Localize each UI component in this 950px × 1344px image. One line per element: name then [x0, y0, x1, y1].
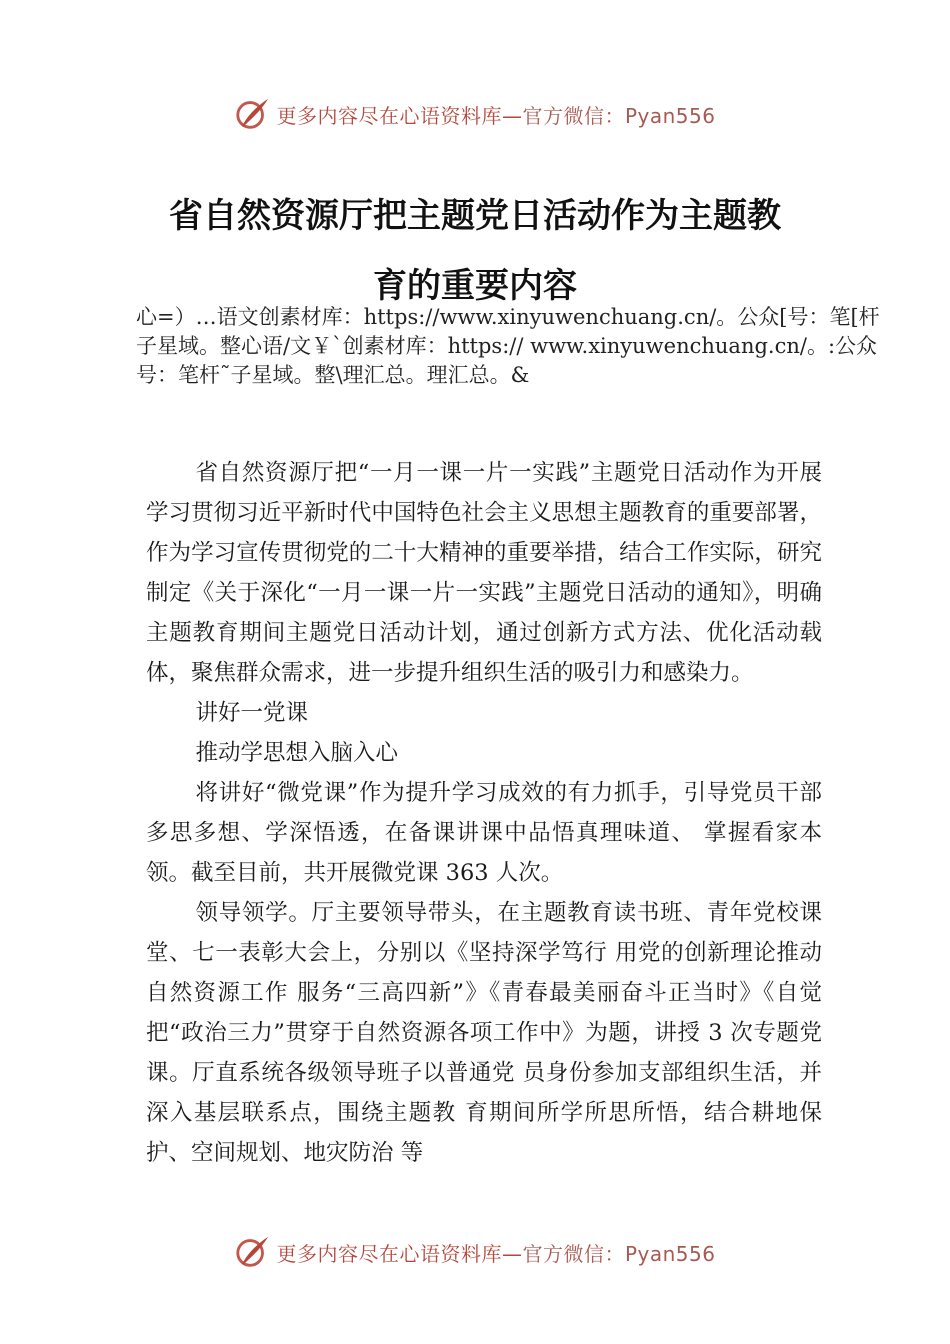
noise-text: 心=）…语文创素材库：https://www.xinyuwenchuang.cn/。公众[号：笔[杆子星域。整心语/文￥`创素材库：https:// www.xinyuwenchuang.cn/。:公众号：笔杆˜子星域。整\理汇总。理汇总。&: [136, 305, 880, 387]
banner-text: 更多内容尽在心语资料库—官方微信：Pyan556: [276, 1241, 716, 1266]
footer-banner: [0, 1230, 950, 1274]
paragraph: 省自然资源厅把“一月一课一片一实践”主题党日活动作为开展学习贯彻习近平新时代中国特色社会主义思想主题教育的重要部署，作为学习宣传贯彻党的二十大精神的重要举措，结合工作实际，研究制定《关于深化“一月一课一片一实践”主题党日活动的通知》，明确主题教育期间主题党日活动计划，通过创新方式方法、优化活动载体，聚焦群众需求，进一步提升组织生活的吸引力和感染力。: [146, 460, 822, 686]
section-heading: 讲好一党课: [195, 700, 309, 726]
banner-text: 更多内容尽在心语资料库—官方微信：Pyan556: [276, 103, 716, 128]
paragraph: 领导领学。厅主要领导带头，在主题教育读书班、青年党校课堂、七一表彰大会上，分别以《坚持深学笃行 用党的创新理论推动自然资源工作 服务“三高四新”》《青春最美丽奋斗正当时》《自觉把“政治三力”贯穿于自然资源各项工作中》为题，讲授 3 次专题党课。厅直系统各级领导班子以普通党 员身份参加支部组织生活，并深入基层联系点，围绕主题教 育期间所学所思所悟，结合耕地保护、空间规划、地灾防治 等: [146, 900, 822, 1166]
header-banner: [0, 92, 950, 136]
section-subheading: 推动学思想入脑入心: [195, 740, 399, 766]
document-title-line-1: 省自然资源厅把主题党日活动作为主题教: [169, 196, 781, 236]
document-title-line-2: 育的重要内容: [373, 266, 577, 306]
document-body: [146, 453, 822, 1173]
quill-logo-icon: [234, 95, 272, 133]
quill-logo-icon: [234, 1233, 272, 1271]
paragraph: 将讲好“微党课”作为提升学习成效的有力抓手，引导党员干部多思多想、学深悟透，在备课讲课中品悟真理味道、 掌握看家本领。截至目前，共开展微党课 363 人次。: [146, 780, 822, 886]
